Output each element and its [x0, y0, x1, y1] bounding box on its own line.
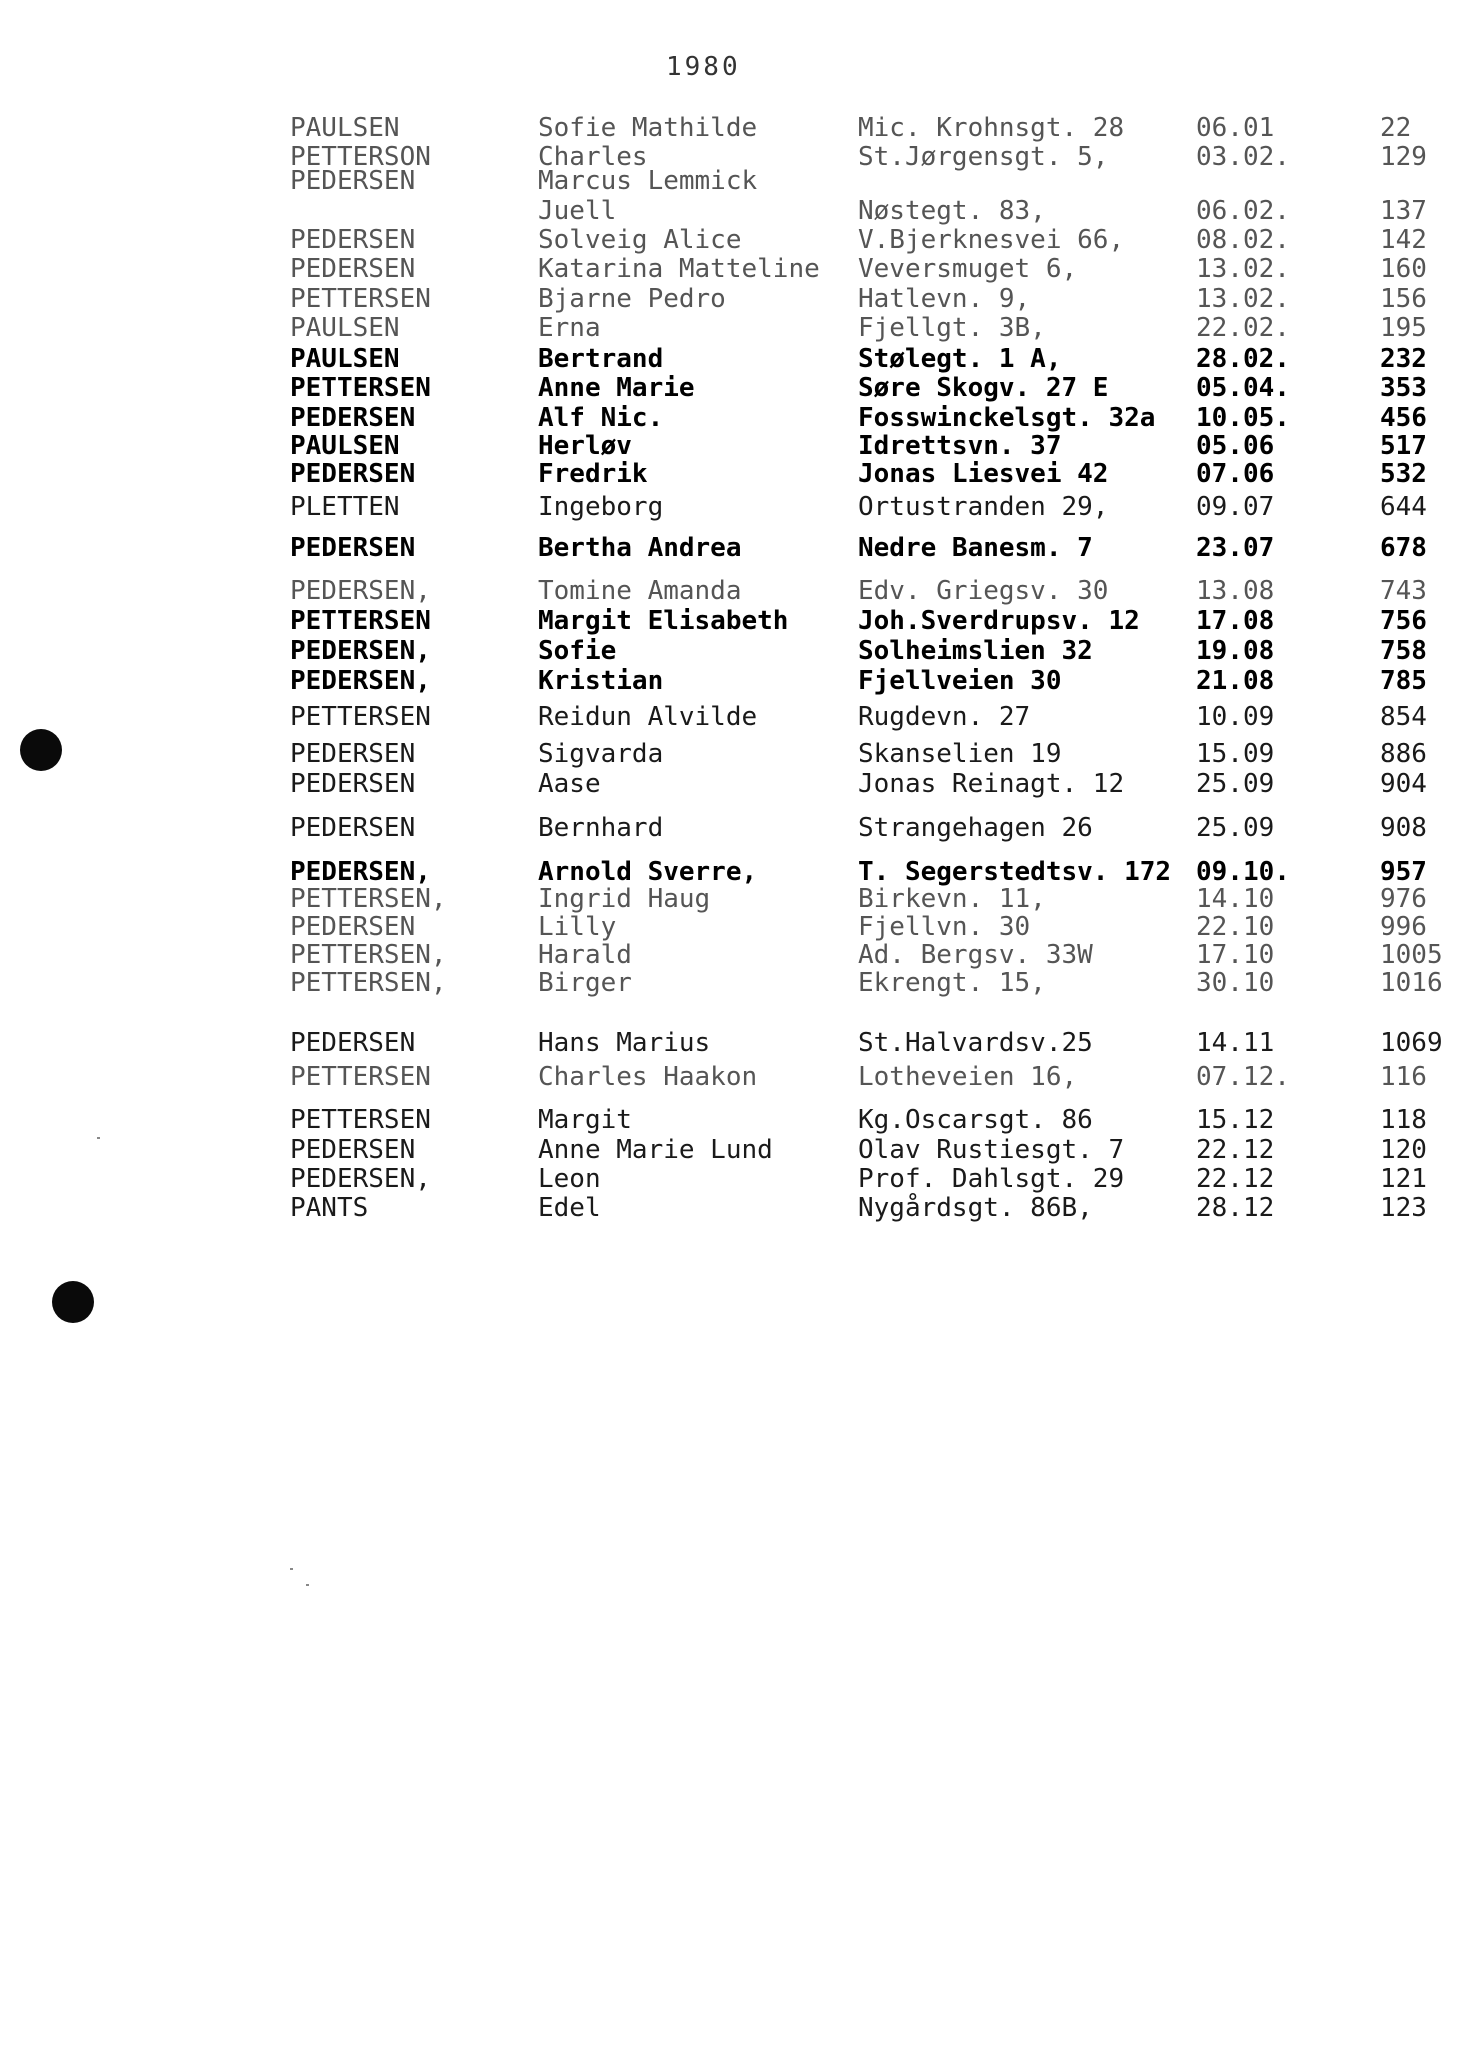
- entry-number: 121: [1380, 1164, 1427, 1194]
- entry-surname: PEDERSEN: [290, 1028, 416, 1058]
- entry-date: 06.01: [1196, 113, 1275, 143]
- entry-number: 120: [1380, 1135, 1427, 1165]
- entry-given-name: Arnold Sverre,: [538, 857, 758, 887]
- entry-surname: PANTS: [290, 1193, 369, 1223]
- entry-address: Hatlevn. 9,: [858, 284, 1031, 314]
- register-entry: [0, 459, 1458, 489]
- entry-given-name: Harald: [538, 940, 632, 970]
- entry-surname: PETTERSEN: [290, 1105, 431, 1135]
- entry-surname: PEDERSEN: [290, 912, 416, 942]
- entry-surname: PETTERSON: [290, 142, 431, 172]
- entry-date: 28.12: [1196, 1193, 1275, 1223]
- entry-date: 28.02.: [1196, 344, 1290, 374]
- register-entry: [0, 1193, 1458, 1223]
- entry-given-name: Solveig Alice: [538, 225, 742, 255]
- entry-given-name: Bjarne Pedro: [538, 284, 726, 314]
- register-entry: [0, 492, 1458, 522]
- entry-number: 532: [1380, 459, 1427, 489]
- register-entry: [0, 912, 1458, 942]
- entry-surname: PEDERSEN,: [290, 636, 431, 666]
- register-entry: [0, 533, 1458, 563]
- entry-given-name: Ingeborg: [538, 492, 664, 522]
- entry-number: 353: [1380, 373, 1427, 403]
- entry-given-name: Sigvarda: [538, 739, 664, 769]
- register-entry: [0, 739, 1458, 769]
- entry-date: 13.08: [1196, 576, 1275, 606]
- entry-surname: PETTERSEN,: [290, 884, 447, 914]
- entry-date: 07.06: [1196, 459, 1275, 489]
- entry-date: 17.10: [1196, 940, 1275, 970]
- entry-given-name: Charles: [538, 142, 648, 172]
- entry-date: 14.11: [1196, 1028, 1275, 1058]
- entry-surname: PEDERSEN: [290, 1135, 416, 1165]
- register-entry: [0, 857, 1458, 887]
- entry-given-name: Juell: [538, 196, 617, 226]
- entry-given-name: Erna: [538, 313, 601, 343]
- entry-address: Stølegt. 1 A,: [858, 344, 1062, 374]
- entry-given-name: Anne Marie: [538, 373, 695, 403]
- entry-number: 743: [1380, 576, 1427, 606]
- entry-given-name: Alf Nic.: [538, 403, 664, 433]
- entry-surname: PETTERSEN: [290, 373, 431, 403]
- entry-given-name: Margit Elisabeth: [538, 606, 789, 636]
- register-entry: [0, 344, 1458, 374]
- entry-surname: PAULSEN: [290, 344, 400, 374]
- entry-surname: PEDERSEN: [290, 533, 416, 563]
- register-entry: [0, 940, 1458, 970]
- page-year: 1980: [666, 52, 741, 82]
- entry-surname: PEDERSEN,: [290, 1164, 431, 1194]
- register-entry: [0, 254, 1458, 284]
- entry-address: Joh.Sverdrupsv. 12: [858, 606, 1140, 636]
- entry-number: 996: [1380, 912, 1427, 942]
- entry-date: 22.02.: [1196, 313, 1290, 343]
- register-entry: [0, 769, 1458, 799]
- entry-address: Nedre Banesm. 7: [858, 533, 1093, 563]
- entry-number: 1069: [1380, 1028, 1443, 1058]
- entry-surname: PAULSEN: [290, 113, 400, 143]
- entry-date: 10.09: [1196, 702, 1275, 732]
- register-entry: [0, 1105, 1458, 1135]
- scan-speck: [290, 1568, 293, 1570]
- entry-given-name: Charles Haakon: [538, 1062, 758, 1092]
- entry-date: 22.10: [1196, 912, 1275, 942]
- entry-given-name: Bertrand: [538, 344, 664, 374]
- entry-address: St.Halvardsv.25: [858, 1028, 1093, 1058]
- entry-surname: PETTERSEN,: [290, 968, 447, 998]
- entry-address: V.Bjerknesvei 66,: [858, 225, 1125, 255]
- entry-surname: PEDERSEN: [290, 403, 416, 433]
- register-entry: [0, 1028, 1458, 1058]
- entry-date: 03.02.: [1196, 142, 1290, 172]
- entry-number: 142: [1380, 225, 1427, 255]
- entry-date: 23.07: [1196, 533, 1275, 563]
- entry-number: 517: [1380, 431, 1427, 461]
- register-entry: [0, 113, 1458, 143]
- entry-address: Mic. Krohnsgt. 28: [858, 113, 1125, 143]
- entry-number: 456: [1380, 403, 1427, 433]
- entry-address: Ortustranden 29,: [858, 492, 1109, 522]
- entry-date: 13.02.: [1196, 284, 1290, 314]
- entry-date: 15.12: [1196, 1105, 1275, 1135]
- entry-surname: PEDERSEN: [290, 769, 416, 799]
- entry-number: 116: [1380, 1062, 1427, 1092]
- entry-surname: PAULSEN: [290, 431, 400, 461]
- register-entry: [0, 196, 1458, 226]
- entry-given-name: Lilly: [538, 912, 617, 942]
- entry-date: 08.02.: [1196, 225, 1290, 255]
- entry-surname: PEDERSEN,: [290, 857, 431, 887]
- entry-surname: PEDERSEN: [290, 225, 416, 255]
- entry-number: 156: [1380, 284, 1427, 314]
- entry-date: 25.09: [1196, 813, 1275, 843]
- register-entry: [0, 576, 1458, 606]
- entry-given-name: Fredrik: [538, 459, 648, 489]
- entry-surname: PEDERSEN: [290, 813, 416, 843]
- register-entry: [0, 284, 1458, 314]
- entry-given-name: Sofie: [538, 636, 617, 666]
- entry-address: Ad. Bergsv. 33W: [858, 940, 1093, 970]
- entry-number: 137: [1380, 196, 1427, 226]
- register-entry: [0, 373, 1458, 403]
- entry-date: 07.12.: [1196, 1062, 1290, 1092]
- entry-address: Skanselien 19: [858, 739, 1062, 769]
- entry-given-name: Margit: [538, 1105, 632, 1135]
- entry-address: Rugdevn. 27: [858, 702, 1031, 732]
- entry-surname: PETTERSEN: [290, 606, 431, 636]
- register-entry: [0, 606, 1458, 636]
- register-entry: [0, 1062, 1458, 1092]
- entry-given-name: Sofie Mathilde: [538, 113, 758, 143]
- entry-number: 957: [1380, 857, 1427, 887]
- entry-given-name: Tomine Amanda: [538, 576, 742, 606]
- entry-address: Jonas Reinagt. 12: [858, 769, 1125, 799]
- entry-number: 758: [1380, 636, 1427, 666]
- register-entry: [0, 702, 1458, 732]
- entry-number: 886: [1380, 739, 1427, 769]
- entry-surname: PETTERSEN: [290, 1062, 431, 1092]
- register-entry: [0, 225, 1458, 255]
- entry-date: 30.10: [1196, 968, 1275, 998]
- entry-date: 22.12: [1196, 1135, 1275, 1165]
- register-entry: [0, 636, 1458, 666]
- entry-address: Kg.Oscarsgt. 86: [858, 1105, 1093, 1135]
- entry-address: St.Jørgensgt. 5,: [858, 142, 1109, 172]
- entry-date: 25.09: [1196, 769, 1275, 799]
- entry-given-name: Ingrid Haug: [538, 884, 711, 914]
- entry-surname: PEDERSEN: [290, 739, 416, 769]
- entry-number: 160: [1380, 254, 1427, 284]
- entry-number: 908: [1380, 813, 1427, 843]
- entry-date: 09.07: [1196, 492, 1275, 522]
- entry-given-name: Aase: [538, 769, 601, 799]
- register-entry: [0, 313, 1458, 343]
- register-entry: [0, 1164, 1458, 1194]
- entry-given-name: Marcus Lemmick: [538, 166, 758, 196]
- entry-date: 21.08: [1196, 666, 1275, 696]
- entry-given-name: Hans Marius: [538, 1028, 711, 1058]
- entry-date: 17.08: [1196, 606, 1275, 636]
- register-entry: [0, 1135, 1458, 1165]
- entry-date: 15.09: [1196, 739, 1275, 769]
- entry-date: 06.02.: [1196, 196, 1290, 226]
- entry-date: 05.04.: [1196, 373, 1290, 403]
- register-entry: [0, 813, 1458, 843]
- entry-given-name: Kristian: [538, 666, 664, 696]
- entry-given-name: Anne Marie Lund: [538, 1135, 773, 1165]
- entry-address: Birkevn. 11,: [858, 884, 1046, 914]
- entry-number: 854: [1380, 702, 1427, 732]
- entry-address: Søre Skogv. 27 E: [858, 373, 1109, 403]
- entry-given-name: Reidun Alvilde: [538, 702, 758, 732]
- entry-number: 678: [1380, 533, 1427, 563]
- entry-surname: PEDERSEN: [290, 254, 416, 284]
- entry-surname: PAULSEN: [290, 313, 400, 343]
- register-entry: [0, 884, 1458, 914]
- entry-number: 22: [1380, 113, 1412, 143]
- register-entry: [0, 431, 1458, 461]
- punch-hole: [52, 1281, 94, 1323]
- entry-date: 13.02.: [1196, 254, 1290, 284]
- entry-given-name: Leon: [538, 1164, 601, 1194]
- entry-surname: PETTERSEN: [290, 702, 431, 732]
- entry-date: 22.12: [1196, 1164, 1275, 1194]
- entry-address: Lotheveien 16,: [858, 1062, 1078, 1092]
- entry-address: Fjellveien 30: [858, 666, 1062, 696]
- entry-address: Solheimslien 32: [858, 636, 1093, 666]
- entry-date: 14.10: [1196, 884, 1275, 914]
- entry-address: Fosswinckelsgt. 32a: [858, 403, 1156, 433]
- entry-address: Jonas Liesvei 42: [858, 459, 1109, 489]
- entry-given-name: Edel: [538, 1193, 601, 1223]
- entry-number: 129: [1380, 142, 1427, 172]
- entry-number: 232: [1380, 344, 1427, 374]
- entry-number: 1005: [1380, 940, 1443, 970]
- entry-surname: PETTERSEN,: [290, 940, 447, 970]
- entry-surname: PEDERSEN: [290, 166, 416, 196]
- entry-given-name: Herløv: [538, 431, 632, 461]
- scan-speck: [306, 1584, 309, 1586]
- entry-number: 195: [1380, 313, 1427, 343]
- entry-address: Ekrengt. 15,: [858, 968, 1046, 998]
- entry-address: Edv. Griegsv. 30: [858, 576, 1109, 606]
- entry-number: 118: [1380, 1105, 1427, 1135]
- entry-address: Idrettsvn. 37: [858, 431, 1062, 461]
- entry-address: T. Segerstedtsv. 172: [858, 857, 1172, 887]
- entry-given-name: Bernhard: [538, 813, 664, 843]
- entry-date: 19.08: [1196, 636, 1275, 666]
- entry-address: Veversmuget 6,: [858, 254, 1078, 284]
- entry-date: 10.05.: [1196, 403, 1290, 433]
- entry-address: Nøstegt. 83,: [858, 196, 1046, 226]
- entry-number: 785: [1380, 666, 1427, 696]
- entry-surname: PETTERSEN: [290, 284, 431, 314]
- entry-number: 644: [1380, 492, 1427, 522]
- entry-number: 756: [1380, 606, 1427, 636]
- entry-date: 05.06: [1196, 431, 1275, 461]
- entry-address: Fjellgt. 3B,: [858, 313, 1046, 343]
- register-entry: [0, 166, 1458, 196]
- entry-number: 904: [1380, 769, 1427, 799]
- entry-date: 09.10.: [1196, 857, 1290, 887]
- entry-given-name: Bertha Andrea: [538, 533, 742, 563]
- entry-number: 976: [1380, 884, 1427, 914]
- entry-surname: PEDERSEN,: [290, 576, 431, 606]
- register-entry: [0, 968, 1458, 998]
- entry-address: Nygårdsgt. 86B,: [858, 1193, 1093, 1223]
- entry-surname: PEDERSEN,: [290, 666, 431, 696]
- entry-given-name: Birger: [538, 968, 632, 998]
- entry-surname: PEDERSEN: [290, 459, 416, 489]
- entry-address: Prof. Dahlsgt. 29: [858, 1164, 1125, 1194]
- entry-number: 1016: [1380, 968, 1443, 998]
- register-entry: [0, 666, 1458, 696]
- entry-given-name: Katarina Matteline: [538, 254, 820, 284]
- entry-surname: PLETTEN: [290, 492, 400, 522]
- register-entry: [0, 403, 1458, 433]
- entry-number: 123: [1380, 1193, 1427, 1223]
- entry-address: Olav Rustiesgt. 7: [858, 1135, 1125, 1165]
- entry-address: Strangehagen 26: [858, 813, 1093, 843]
- entry-address: Fjellvn. 30: [858, 912, 1031, 942]
